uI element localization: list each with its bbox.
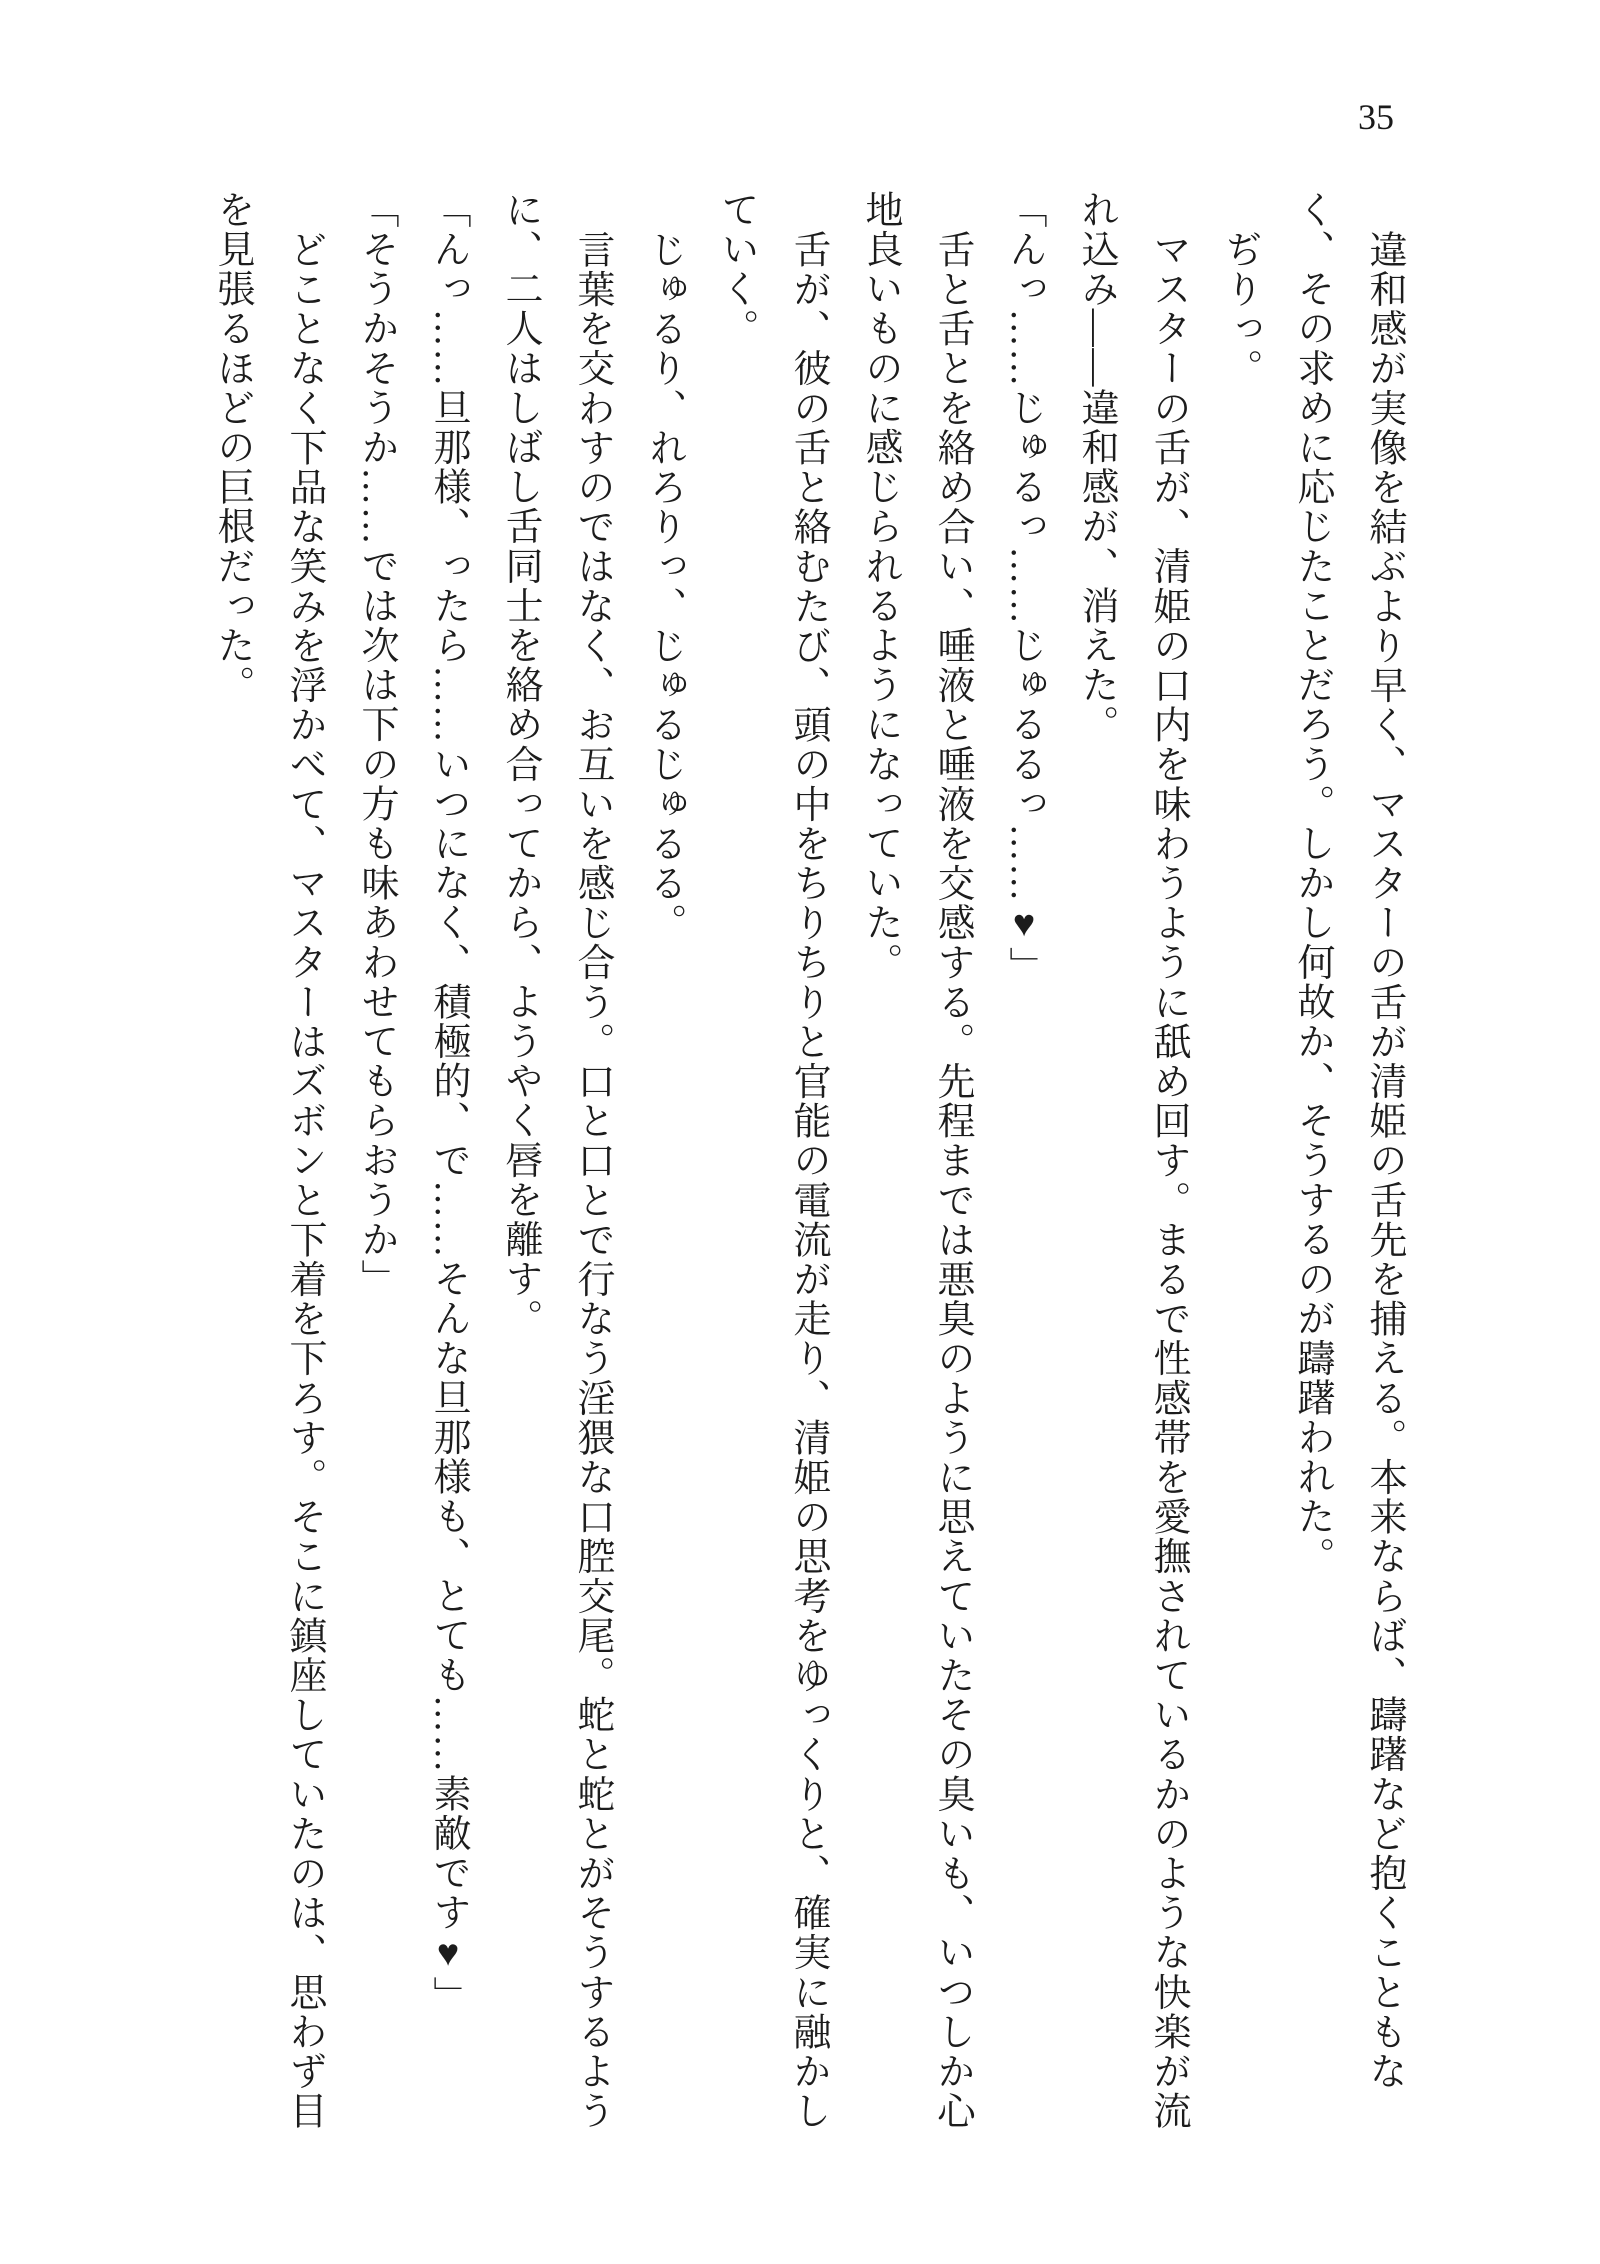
paragraph-dialogue: 「そうかそうか……では次は下の方も味あわせてもらおうか」	[355, 190, 397, 1299]
body-text	[196, 190, 1420, 2170]
page-number: 35	[1358, 97, 1394, 137]
paragraph: 舌と舌とを絡め合い、唾液と唾液を交感する。先程までは悪臭のように思えていたその臭いも、いつしか心地良いものに感じられるようになっていた。	[859, 190, 973, 2131]
paragraph: じゅるり、れろりっ、じゅるじゅるる。	[643, 230, 685, 943]
paragraph: マスターの舌が、清姫の口内を味わうように舐め回す。まるで性感帯を愛撫されているかのような快楽が流れ込み――違和感が、消えた。	[1075, 190, 1189, 2131]
paragraph: どことなく下品な笑みを浮かべて、マスターはズボンと下着を下ろす。そこに鎮座していたのは、思わず目を見張るほどの巨根だった。	[211, 190, 325, 2131]
paragraph: 違和感が実像を結ぶより早く、マスターの舌が清姫の舌先を捕える。本来ならば、躊躇など抱くこともなく、その求めに応じたことだろう。しかし何故か、そうするのが躊躇われた。	[1291, 190, 1405, 2092]
paragraph-dialogue: 「んっ……旦那様、ったら……いつになく、積極的、で……そんな旦那様も、とても……素敵です♥」	[427, 190, 469, 2016]
paragraph: ぢりっ。	[1219, 230, 1261, 389]
paragraph-dialogue: 「んっ……じゅるっ……じゅるるっ……♥」	[1003, 190, 1045, 986]
paragraph: 舌が、彼の舌と絡むたび、頭の中をちりちりと官能の電流が走り、清姫の思考をゆっくりと、確実に融かしていく。	[715, 190, 829, 2131]
paragraph: 言葉を交わすのではなく、お互いを感じ合う。口と口とで行なう淫猥な口腔交尾。蛇と蛇とがそうするように、二人はしばし舌同士を絡め合ってから、ようやく唇を離す。	[499, 190, 613, 2131]
